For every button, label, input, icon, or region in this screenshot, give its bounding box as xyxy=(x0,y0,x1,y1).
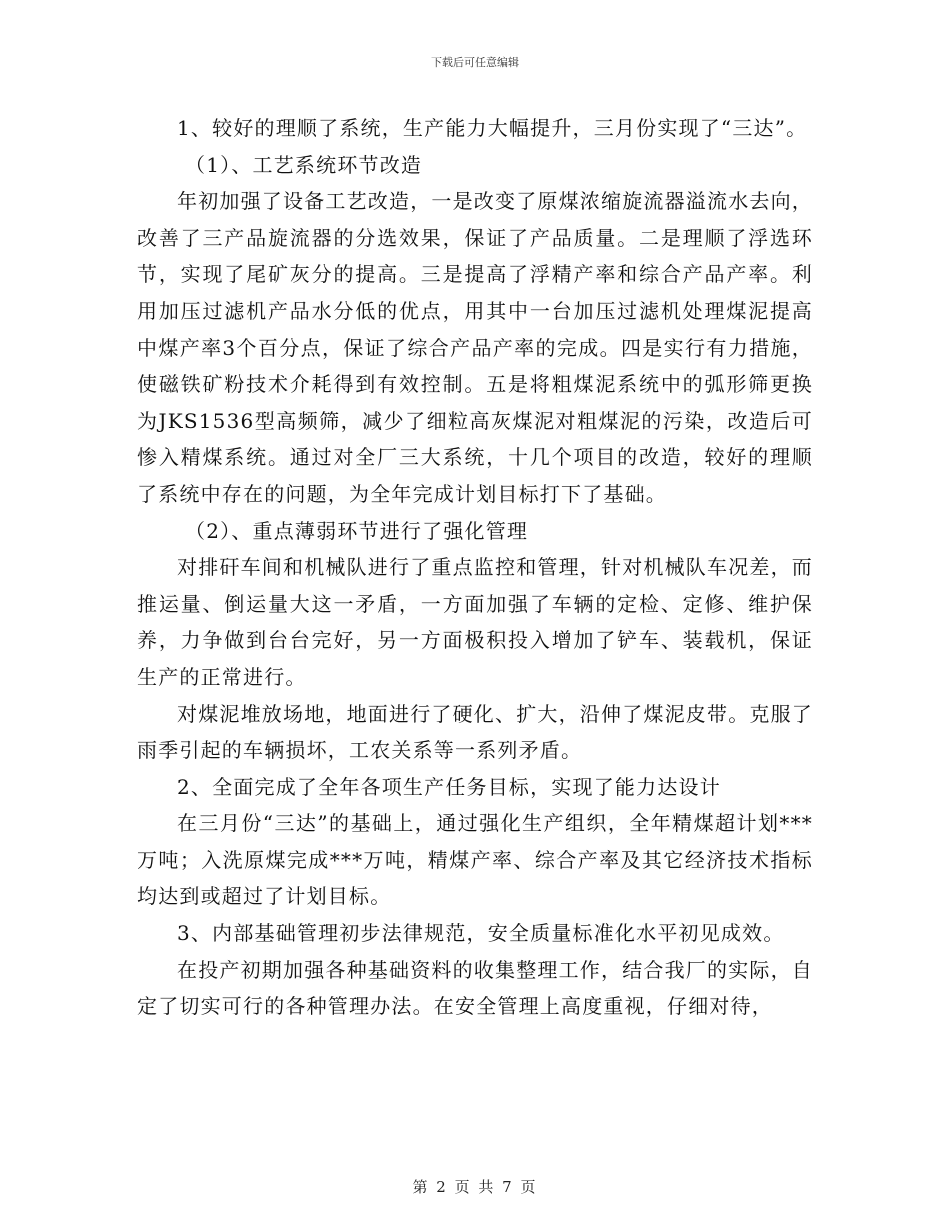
paragraph-5: 2、全面完成了全年各项生产任务目标，实现了能力达设计 xyxy=(177,774,721,799)
page-footer: 第 2 页 共 7 页 xyxy=(412,1178,538,1196)
paragraph-6: 在三月份“三达”的基础上，通过强化生产组织，全年精煤超计划***万吨；入洗原煤完成***万吨，精煤产率、综合产率及其它经济技术指标均达到或超过了计划目标。 xyxy=(137,811,813,909)
paragraph-3: 对排矸车间和机械队进行了重点监控和管理，针对机械队车况差，而推运量、倒运量大这一矛盾，一方面加强了车辆的定检、定修、维护保养，力争做到台台完好，另一方面极积投入增加了铲车、装载机，保证生产的正常进行。 xyxy=(137,555,813,689)
page-header: 下载后可任意编辑 xyxy=(431,56,519,69)
paragraph-4: 对煤泥堆放场地，地面进行了硬化、扩大，沿伸了煤泥皮带。克服了雨季引起的车辆损坏，工农关系等一系列矛盾。 xyxy=(137,701,813,763)
document-body xyxy=(137,110,813,1025)
paragraph-2: 年初加强了设备工艺改造，一是改变了原煤浓缩旋流器溢流水去向，改善了三产品旋流器的分选效果，保证了产品质量。二是理顺了浮选环节，实现了尾矿灰分的提高。三是提高了浮精产率和综合产品产率。利用加压过滤机产品水分低的优点，用其中一台加压过滤机处理煤泥提高中煤产率3个百分点，保证了综合产品产率的完成。四是实行有力措施，使磁铁矿粉技术介耗得到有效控制。五是将粗煤泥系统中的弧形筛更换为JKS1536型高频筛，减少了细粒高灰煤泥对粗煤泥的污染，改造后可惨入精煤系统。通过对全厂三大系统，十几个项目的改造，较好的理顺了系统中存在的问题，为全年完成计划目标打下了基础。 xyxy=(137,189,813,506)
subheading-2: （2）、重点薄弱环节进行了强化管理 xyxy=(185,518,529,543)
paragraph-1: 1、较好的理顺了系统，生产能力大幅提升，三月份实现了“三达”。 xyxy=(177,116,808,140)
paragraph-7: 3、内部基础管理初步法律规范，安全质量标准化水平初见成效。 xyxy=(177,921,785,946)
paragraph-8: 在投产初期加强各种基础资料的收集整理工作，结合我厂的实际，自定了切实可行的各种管理办法。在安全管理上高度重视，仔细对待， xyxy=(137,957,813,1019)
subheading-1: （1）、工艺系统环节改造 xyxy=(185,152,423,177)
